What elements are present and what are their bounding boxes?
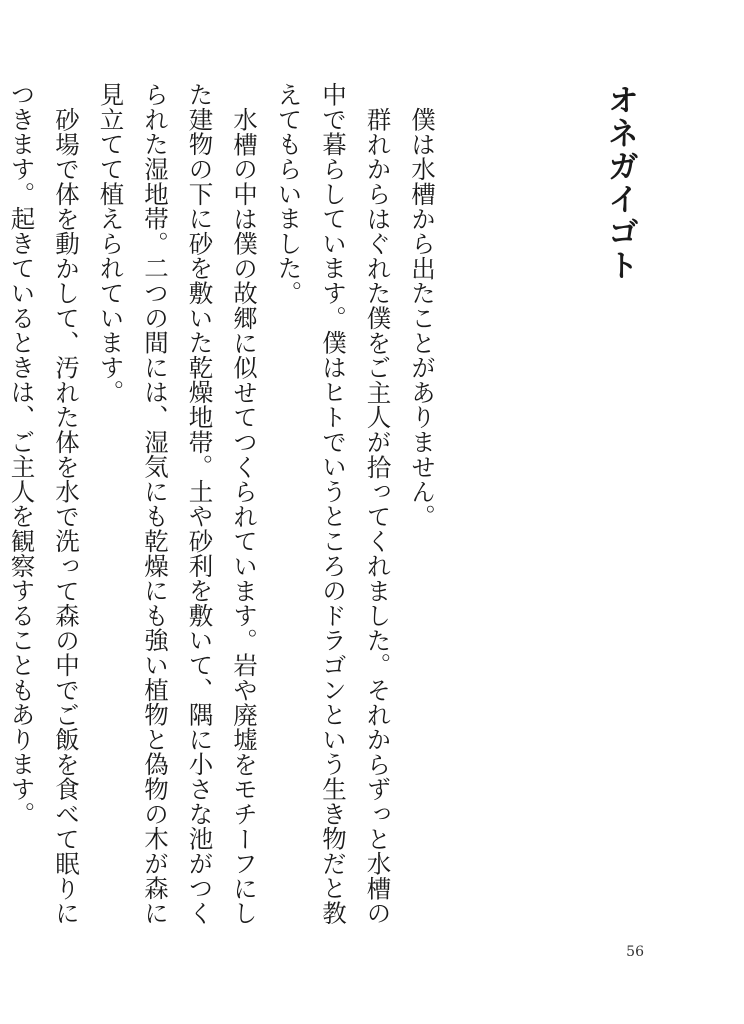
chapter-title: オネガイゴト	[602, 84, 638, 282]
page-number: 56	[626, 944, 644, 960]
paragraph: 水槽の中は僕の故郷に似せてつくられています。岩や廃墟をモチーフにした建物の下に砂を敷いた乾燥地帯。土や砂利を敷いて、隅に小さな池がつくられた湿地帯。二つの間には、湿気にも乾燥にも強い植物と偽物の木が森に見立てて植えられています。	[96, 82, 259, 926]
body-text	[0, 82, 444, 932]
paragraph: 群れからはぐれた僕をご主人が拾ってくれました。それからずっと水槽の中で暮らしています。僕はヒトでいうところのドラゴンという生き物だと教えてもらいました。	[274, 82, 393, 926]
paragraph: 砂場で体を動かして、汚れた体を水で洗って森の中でご飯を食べて眠りにつきます。起きているときは、ご主人を観察することもあります。	[7, 82, 81, 925]
paragraph: 僕は水槽から出たことがありません。	[408, 106, 437, 529]
